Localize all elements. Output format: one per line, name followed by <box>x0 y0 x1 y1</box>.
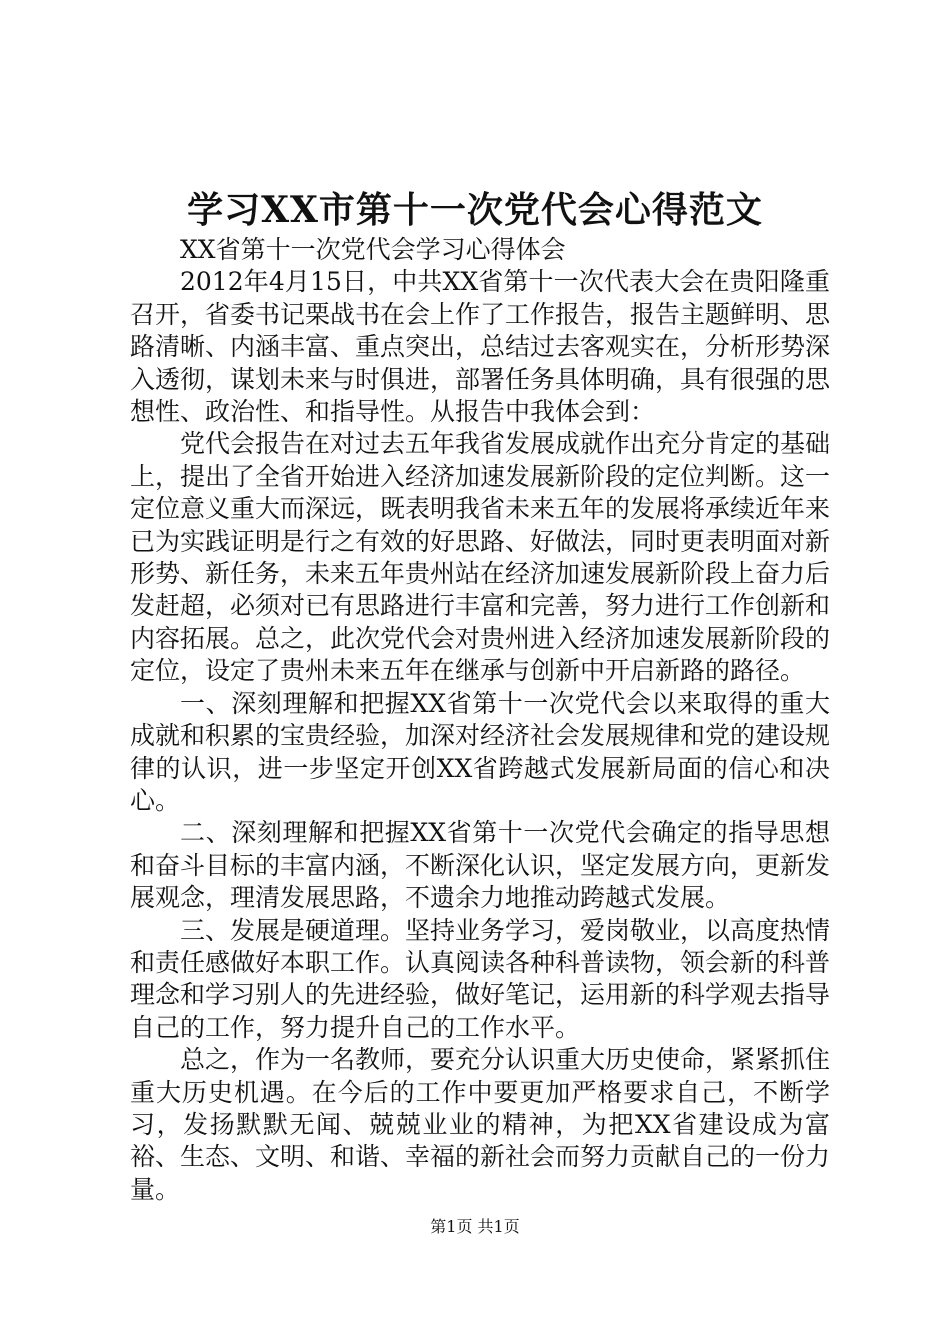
subtitle-paragraph: XX省第十一次党代会学习心得体会 <box>180 235 566 264</box>
intro-paragraph: 2012年4月15日，中共XX省第十一次代表大会在贵阳隆重召开，省委书记栗战书在会上作了工作报告，报告主题鲜明、思路清晰、内涵丰富、重点突出，总结过去客观实在，分析形势深入透彻，谋划未来与时俱进，部署任务具体明确，具有很强的思想性、政治性、和指导性。从报告中我体会到： <box>130 267 831 427</box>
point-three-paragraph: 三、发展是硬道理。坚持业务学习，爱岗敬业，以高度热情和责任感做好本职工作。认真阅读各种科普读物，领会新的科普理念和学习别人的先进经验，做好笔记，运用新的科学观去指导自己的工作，努力提升自己的工作水平。 <box>130 915 831 1042</box>
conclusion-paragraph: 总之，作为一名教师，要充分认识重大历史使命，紧紧抓住重大历史机遇。在今后的工作中要更加严格要求自己，不断学习，发扬默默无闻、兢兢业业的精神，为把XX省建设成为富裕、生态、文明、和谐、幸福的新社会而努力贡献自己的一份力量。 <box>130 1045 831 1204</box>
body-paragraph: 党代会报告在对过去五年我省发展成就作出充分肯定的基础上，提出了全省开始进入经济加速发展新阶段的定位判断。这一定位意义重大而深远，既表明我省未来五年的发展将承续近年来已为实践证明是行之有效的好思路、好做法，同时更表明面对新形势、新任务，未来五年贵州站在经济加速发展新阶段上奋力后发赶超，必须对已有思路进行丰富和完善，努力进行工作创新和内容拓展。总之，此次党代会对贵州进入经济加速发展新阶段的定位，设定了贵州未来五年在继承与创新中开启新路的路径。 <box>130 429 831 686</box>
point-two-paragraph: 二、深刻理解和把握XX省第十一次党代会确定的指导思想和奋斗目标的丰富内涵，不断深化认识，坚定发展方向，更新发展观念，理清发展思路，不遗余力地推动跨越式发展。 <box>130 818 831 913</box>
point-one-paragraph: 一、深刻理解和把握XX省第十一次党代会以来取得的重大成就和积累的宝贵经验，加深对经济社会发展规律和党的建设规律的认识，进一步坚定开创XX省跨越式发展新局面的信心和决心。 <box>130 688 831 815</box>
document-title: 学习XX市第十一次党代会心得范文 <box>187 189 763 231</box>
document-body <box>130 234 830 1206</box>
page-footer: 第1页 共1页 <box>430 1217 520 1236</box>
